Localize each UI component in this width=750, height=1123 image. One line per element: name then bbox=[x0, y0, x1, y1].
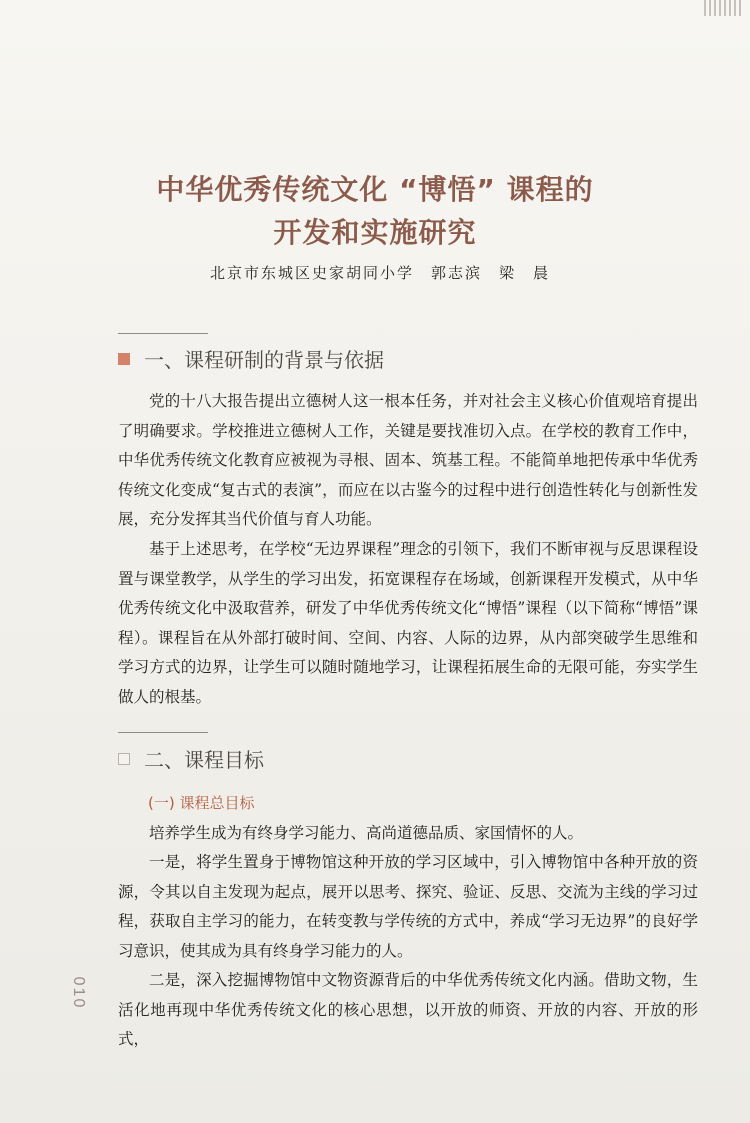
title-line-1: 中华优秀传统文化 “博悟” 课程的 bbox=[156, 173, 594, 206]
square-outline-bullet-icon bbox=[118, 753, 130, 765]
square-bullet-icon bbox=[118, 353, 130, 365]
section-2-paragraph-3: 二是，深入挖掘博物馆中文物资源背后的中华优秀传统文化内涵。借助文物，生活化地再现中华优秀传统文化的核心思想，以开放的师资、开放的内容、开放的形式， bbox=[118, 971, 698, 1048]
section-1-paragraph-2: 基于上述思考，在学校“无边界课程”理念的引领下，我们不断审视与反思课程设置与课堂教学，从学生的学习出发，拓宽课程存在场域，创新课程开发模式，从中华优秀传统文化中汲取营养，研发了中华优秀传统文化“博悟”课程（以下简称“博悟”课程）。课程旨在从外部打破时间、空间、内容、人际的边界，从内部突破学生思维和学习方式的边界，让学生可以随时随地学习，让课程拓展生命的无限可能，夯实学生做人的根基。 bbox=[118, 540, 698, 706]
title-line-2: 开发和实施研究 bbox=[273, 216, 477, 249]
scan-edge-mark bbox=[704, 0, 744, 16]
section-1-heading bbox=[118, 344, 384, 373]
section-2-paragraph-2: 一是，将学生置身于博物馆这种开放的学习区域中，引入博物馆中各种开放的资源，令其以自主发现为起点，展开以思考、探究、验证、反思、交流为主线的学习过程，获取自主学习的能力，在转变教与学传统的方式中，养成“学习无边界”的良好学习意识，使其成为具有终身学习能力的人。 bbox=[118, 853, 698, 960]
section-2-rule bbox=[118, 732, 208, 733]
author-line: 北京市东城区史家胡同小学 郭志滨 梁 晨 bbox=[209, 264, 550, 282]
section-1-rule bbox=[118, 333, 208, 334]
section-2-heading-text: 二、课程目标 bbox=[144, 748, 264, 772]
section-1-paragraph-1: 党的十八大报告提出立德树人这一根本任务，并对社会主义核心价值观培育提出了明确要求。学校推进立德树人工作，关键是要找准切入点。在学校的教育工作中，中华优秀传统文化教育应被视为寻根、固本、筑基工程。不能简单地把传承中华优秀传统文化变成“复古式的表演”，而应在以古鉴今的过程中进行创造性转化与创新性发展，充分发挥其当代价值与育人功能。 bbox=[118, 392, 698, 528]
page-number: 010 bbox=[70, 976, 87, 1010]
section-1-heading-text: 一、课程研制的背景与依据 bbox=[144, 348, 384, 372]
section-2-paragraph-1: 培养学生成为有终身学习能力、高尚道德品质、家国情怀的人。 bbox=[149, 824, 584, 842]
section-2-heading bbox=[118, 744, 264, 773]
section-2-subheading: (一) 课程总目标 bbox=[148, 794, 255, 812]
